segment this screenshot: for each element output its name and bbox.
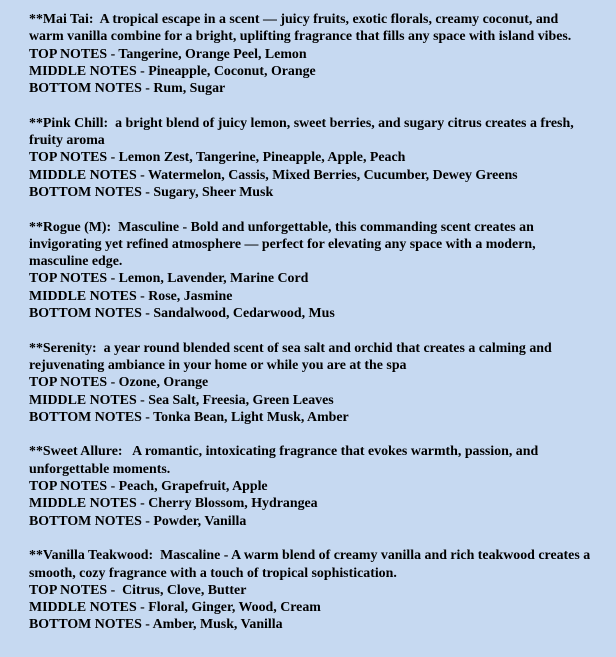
middle-notes: MIDDLE NOTES - Pineapple, Coconut, Orange: [29, 63, 316, 79]
scent-description: **Serenity: a year round blended scent of sea salt and orchid that creates a calming and rejuvenating ambiance in your home or while you are at the spa: [29, 340, 556, 373]
middle-notes: MIDDLE NOTES - Rose, Jasmine: [29, 288, 233, 304]
middle-notes: MIDDLE NOTES - Sea Salt, Freesia, Green Leaves: [29, 392, 334, 408]
scent-entry-serenity: [29, 340, 616, 426]
scent-entry-mai-tai: [29, 11, 616, 97]
top-notes: TOP NOTES - Lemon, Lavender, Marine Cord: [29, 271, 309, 287]
scent-entry-vanilla-teakwood: [29, 547, 616, 633]
bottom-notes: BOTTOM NOTES - Tonka Bean, Light Musk, Amber: [29, 409, 349, 425]
middle-notes: MIDDLE NOTES - Watermelon, Cassis, Mixed Berries, Cucumber, Dewey Greens: [29, 167, 518, 183]
bottom-notes: BOTTOM NOTES - Powder, Vanilla: [29, 513, 247, 529]
scent-description: **Vanilla Teakwood: Mascaline - A warm blend of creamy vanilla and rich teakwood creates a smooth, cozy fragrance with a touch of tropical sophistication.: [29, 548, 594, 581]
bottom-notes: BOTTOM NOTES - Sugary, Sheer Musk: [29, 184, 274, 200]
bottom-notes: BOTTOM NOTES - Amber, Musk, Vanilla: [29, 617, 283, 633]
scent-description: **Pink Chill: a bright blend of juicy lemon, sweet berries, and sugary citrus creates a fresh, fruity aroma: [29, 115, 578, 149]
scent-entry-sweet-allure: [29, 443, 616, 529]
scent-description: **Mai Tai: A tropical escape in a scent — juicy fruits, exotic florals, creamy coconut, and warm vanilla combine for a bright, uplifting fragrance that fills any space with island vibes.: [29, 12, 572, 45]
top-notes: TOP NOTES - Tangerine, Orange Peel, Lemon: [29, 46, 307, 62]
scent-description: **Rogue (M): Masculine - Bold and unforgettable, this commanding scent creates an invigorating yet refined atmosphere — perfect for elevating any space with a modern, masculine edge.: [29, 219, 540, 270]
top-notes: TOP NOTES - Lemon Zest, Tangerine, Pineapple, Apple, Peach: [29, 150, 406, 166]
top-notes: TOP NOTES - Ozone, Orange: [29, 375, 209, 391]
middle-notes: MIDDLE NOTES - Cherry Blossom, Hydrangea: [29, 496, 318, 512]
top-notes: TOP NOTES - Citrus, Clove, Butter: [29, 582, 247, 598]
bottom-notes: BOTTOM NOTES - Rum, Sugar: [29, 81, 226, 97]
scent-description: **Sweet Allure: A romantic, intoxicating fragrance that evokes warmth, passion, and unforgettable moments.: [29, 444, 542, 477]
scent-entry-rogue: [29, 219, 616, 323]
bottom-notes: BOTTOM NOTES - Sandalwood, Cedarwood, Mus: [29, 306, 335, 322]
middle-notes: MIDDLE NOTES - Floral, Ginger, Wood, Cream: [29, 600, 321, 616]
scent-entry-pink-chill: [29, 115, 616, 201]
top-notes: TOP NOTES - Peach, Grapefruit, Apple: [29, 479, 268, 495]
